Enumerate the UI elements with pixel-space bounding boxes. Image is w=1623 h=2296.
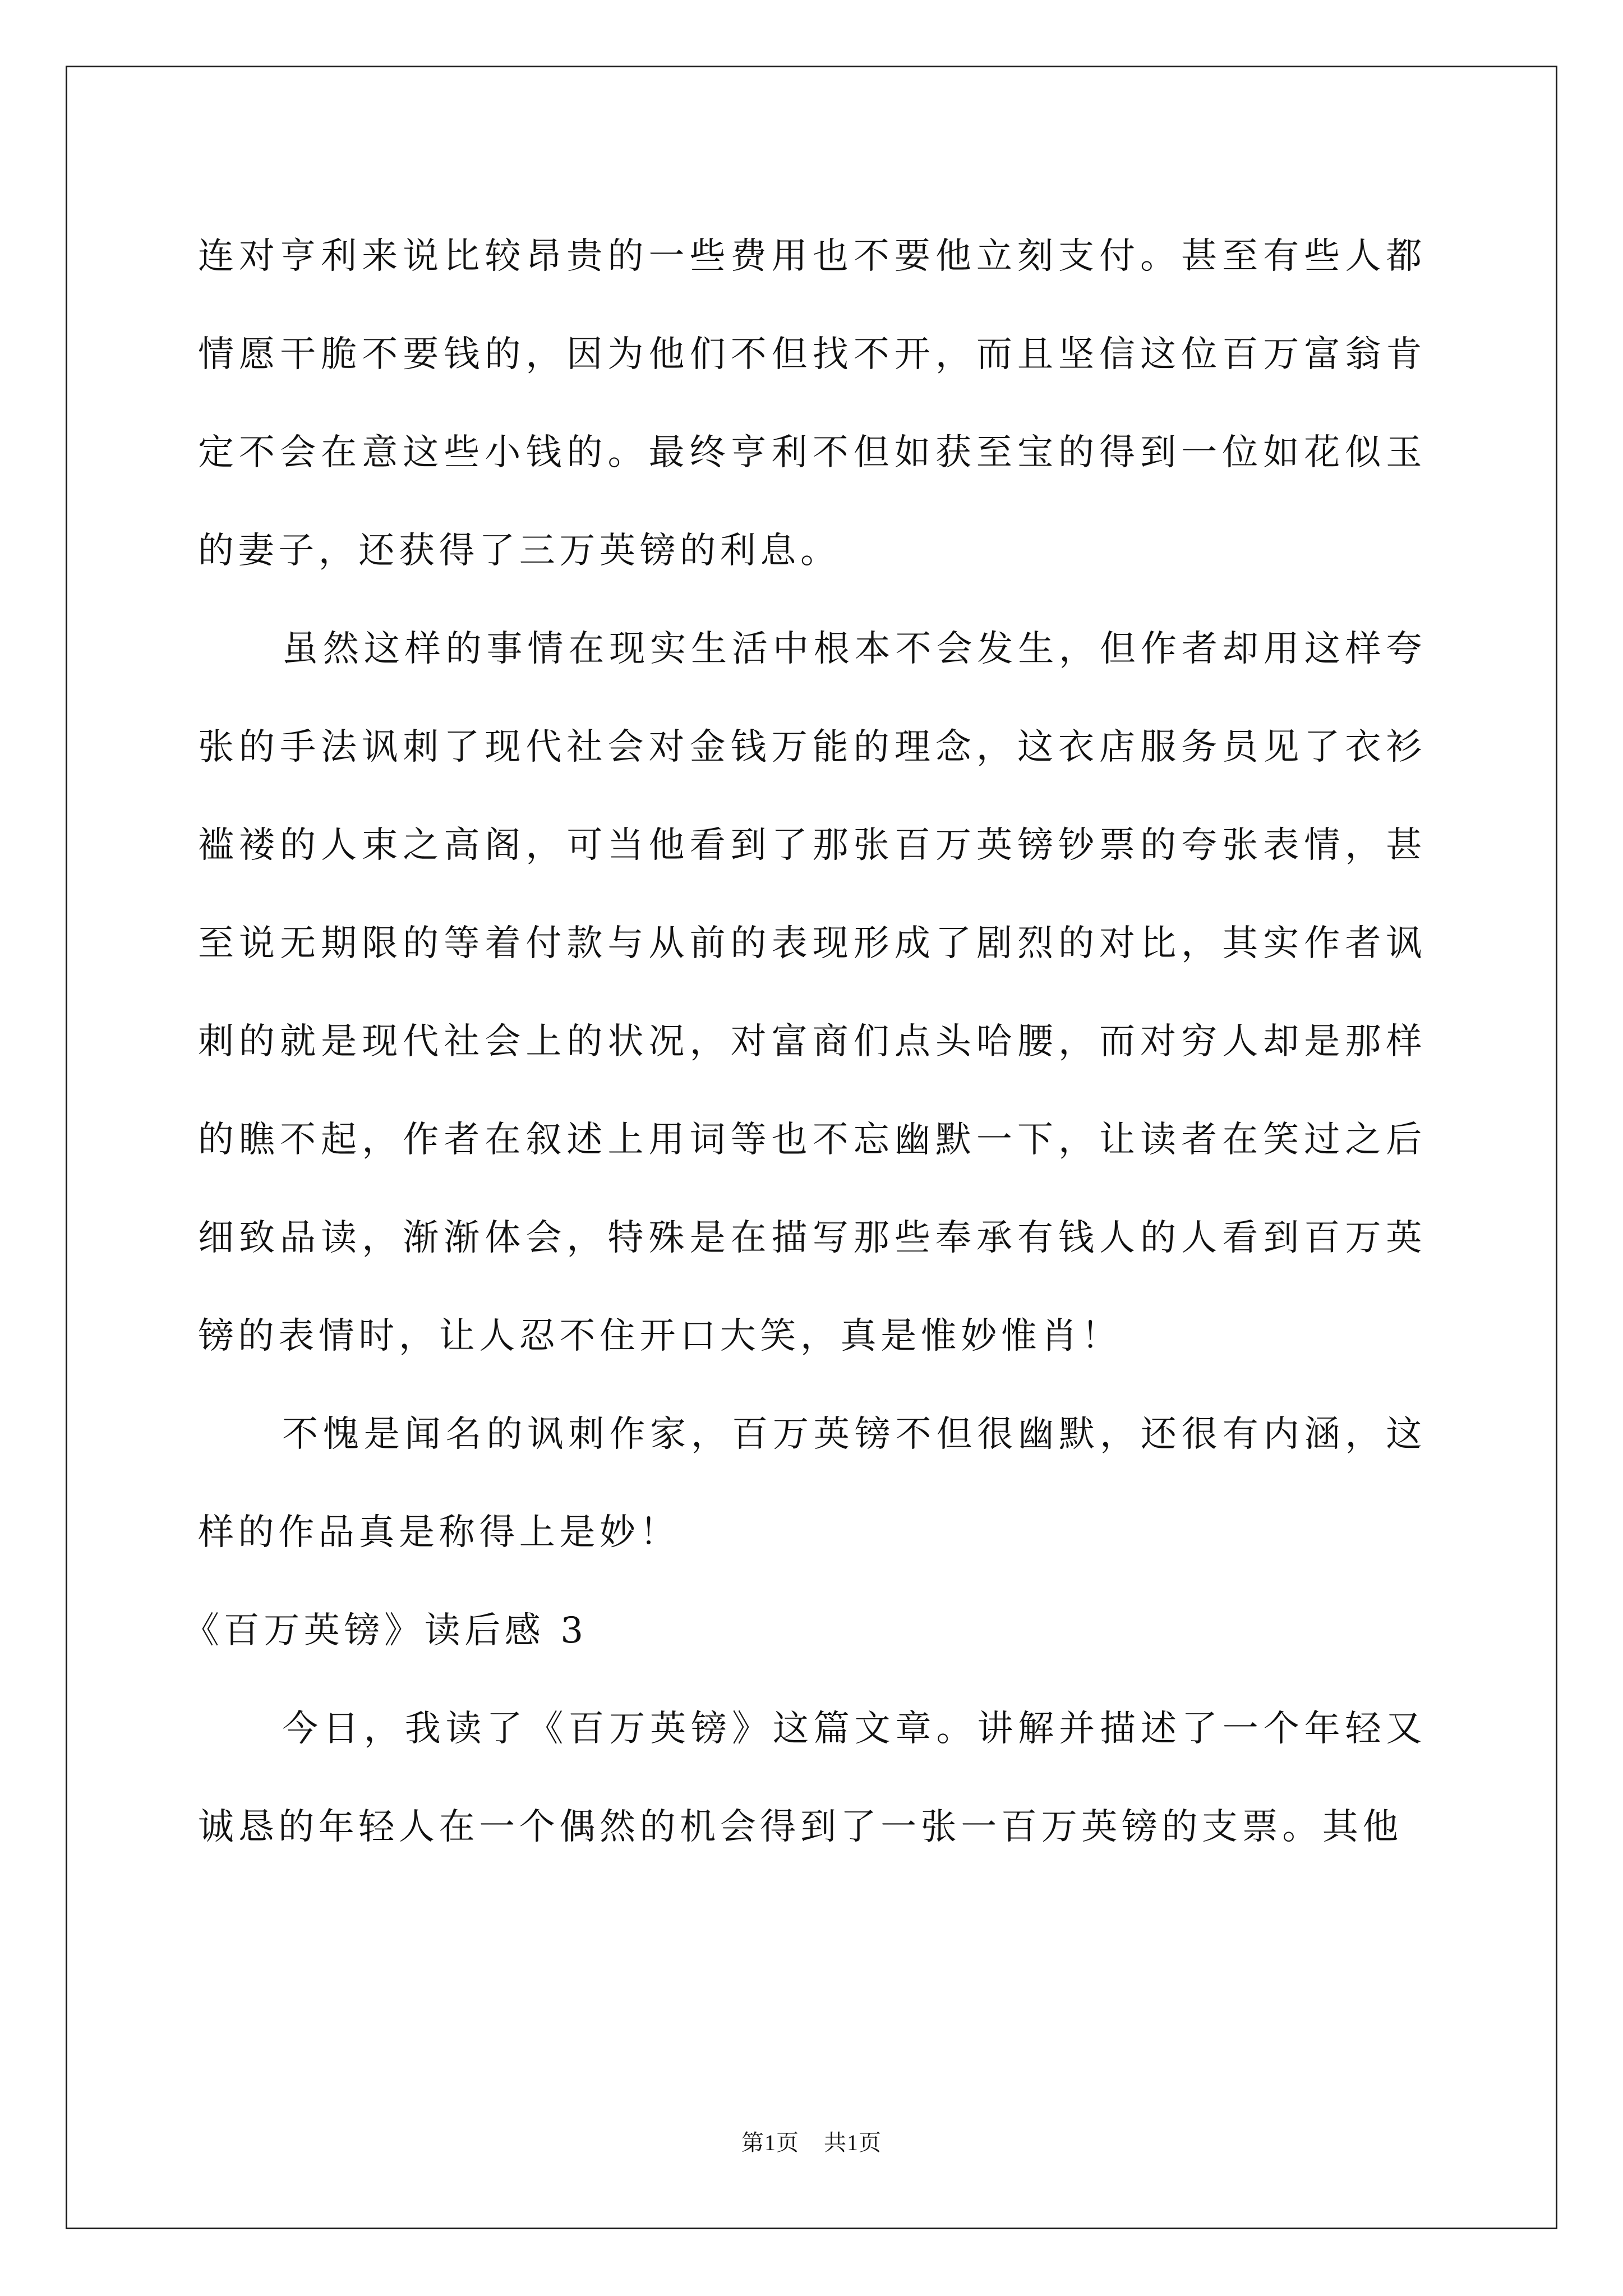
page-total: 共1页 bbox=[824, 2130, 882, 2155]
paragraph-2: 虽然这样的事情在现实生活中根本不会发生，但作者却用这样夸张的手法讽刺了现代社会对金钱万能的理念，这衣店服务员见了衣衫褴褛的人束之高阁，可当他看到了那张百万英镑钞票的夸张表情，甚至说无期限的等着付款与从前的表现形成了剧烈的对比，其实作者讽刺的就是现代社会上的状况，对富商们点头哈腰，而对穷人却是那样的瞧不起，作者在叙述上用词等也不忘幽默一下，让读者在笑过之后细致品读，渐渐体会，特殊是在描写那些奉承有钱人的人看到百万英镑的表情时，让人忍不住开口大笑，真是惟妙惟肖！ bbox=[198, 628, 1426, 1357]
document-body bbox=[183, 208, 1426, 1876]
paragraph-3: 不愧是闻名的讽刺作家，百万英镑不但很幽默，还很有内涵，这样的作品真是称得上是妙！ bbox=[198, 1414, 1426, 1553]
section-heading: 《百万英镑》读后感 3 bbox=[183, 1610, 588, 1651]
page-number: 第1页 bbox=[741, 2130, 799, 2155]
page-footer bbox=[0, 2125, 1623, 2157]
paragraph-1: 连对亨利来说比较昂贵的一些费用也不要他立刻支付。甚至有些人都情愿干脆不要钱的，因为他们不但找不开，而且坚信这位百万富翁肯定不会在意这些小钱的。最终亨利不但如获至宝的得到一位如花似玉的妻子，还获得了三万英镑的利息。 bbox=[198, 236, 1426, 572]
paragraph-4: 今日，我读了《百万英镑》这篇文章。讲解并描述了一个年轻又诚恳的年轻人在一个偶然的机会得到了一张一百万英镑的支票。其他 bbox=[198, 1708, 1426, 1848]
